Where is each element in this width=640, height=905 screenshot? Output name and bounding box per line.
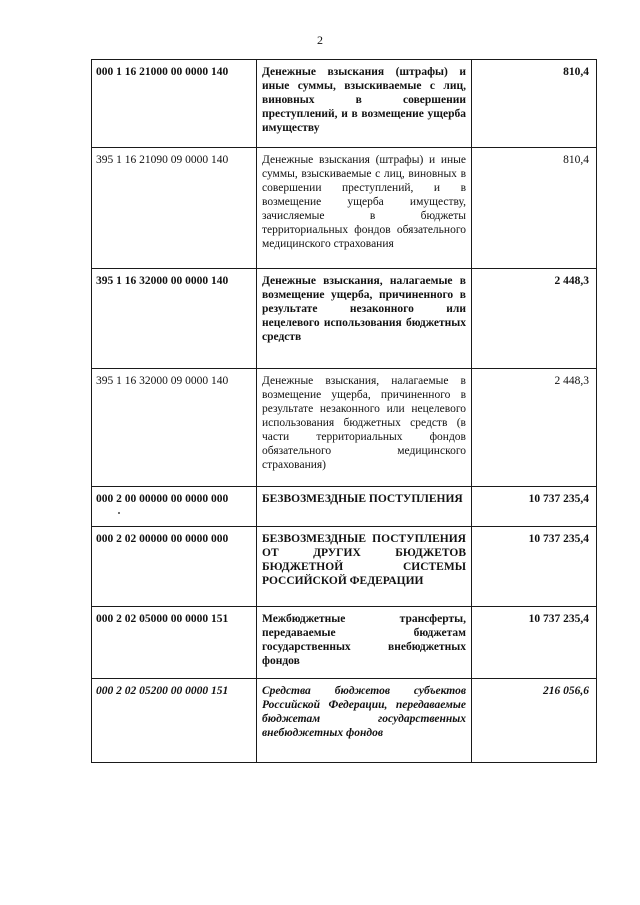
table-row	[92, 148, 597, 269]
page-number: 2	[317, 33, 323, 47]
table-row	[92, 269, 597, 369]
amount-cell: 10 737 235,4	[472, 607, 597, 679]
budget-code-cell: 395 1 16 21090 09 0000 140	[92, 148, 257, 269]
revenue-name-cell: Денежные взыскания (штрафы) и иные суммы, взыскиваемые с лиц, виновных в совершении преступлений, и в возмещение ущерба имуществу, зачисляемые в бюджеты территориальных фондов обязательного медицинского страхования	[257, 148, 472, 269]
table-row	[92, 60, 597, 148]
table-row	[92, 369, 597, 487]
amount-cell: 810,4	[472, 148, 597, 269]
amount-cell: 2 448,3	[472, 269, 597, 369]
amount-cell: 810,4	[472, 60, 597, 148]
budget-code-cell: 395 1 16 32000 00 0000 140	[92, 269, 257, 369]
budget-code-cell: 000 1 16 21000 00 0000 140	[92, 60, 257, 148]
amount-cell: 10 737 235,4	[472, 527, 597, 607]
table-row	[92, 487, 597, 527]
amount-cell: 10 737 235,4	[472, 487, 597, 527]
revenue-name-cell: Межбюджетные трансферты, передаваемые бюджетам государственных внебюджетных фондов	[257, 607, 472, 679]
revenue-name-cell: Денежные взыскания, налагаемые в возмещение ущерба, причиненного в результате незаконного или нецелевого использования бюджетных средств	[257, 269, 472, 369]
revenue-name-cell: Денежные взыскания (штрафы) и иные суммы, взыскиваемые с лиц, виновных в совершении преступлений, и в возмещение ущерба имуществу	[257, 60, 472, 148]
amount-cell: 216 056,6	[472, 679, 597, 763]
table-row	[92, 679, 597, 763]
budget-code-cell: 000 2 00 00000 00 0000 000	[92, 487, 257, 527]
budget-revenue-table	[91, 59, 597, 763]
table-row	[92, 527, 597, 607]
revenue-name-cell: Средства бюджетов субъектов Российской Федерации, передаваемые бюджетам государственных внебюджетных фондов	[257, 679, 472, 763]
revenue-name-cell: Денежные взыскания, налагаемые в возмещение ущерба, причиненного в результате незаконного или нецелевого использования бюджетных средств (в части территориальных фондов обязательного медицинского страхования)	[257, 369, 472, 487]
budget-code-cell: 000 2 02 05200 00 0000 151	[92, 679, 257, 763]
revenue-name-cell: БЕЗВОЗМЕЗДНЫЕ ПОСТУПЛЕНИЯ	[257, 487, 472, 527]
revenue-name-cell: БЕЗВОЗМЕЗДНЫЕ ПОСТУПЛЕНИЯ ОТ ДРУГИХ БЮДЖЕТОВ БЮДЖЕТНОЙ СИСТЕМЫ РОССИЙСКОЙ ФЕДЕРАЦИИ	[257, 527, 472, 607]
budget-code-cell: 395 1 16 32000 09 0000 140	[92, 369, 257, 487]
budget-code-cell: 000 2 02 00000 00 0000 000	[92, 527, 257, 607]
scan-speck	[118, 512, 120, 514]
table-row	[92, 607, 597, 679]
amount-cell: 2 448,3	[472, 369, 597, 487]
budget-code-cell: 000 2 02 05000 00 0000 151	[92, 607, 257, 679]
